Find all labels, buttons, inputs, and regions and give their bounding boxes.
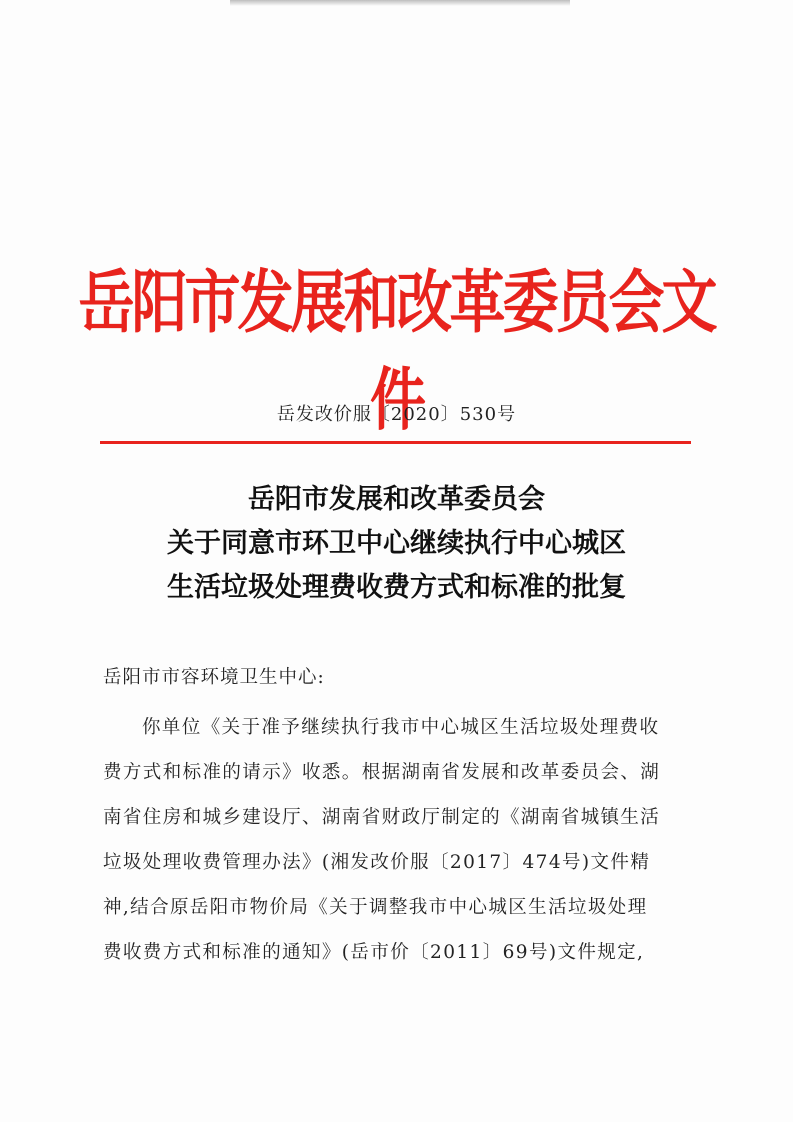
body-text-line: 南省住房和城乡建设厅、湖南省财政厅制定的《湖南省城镇生活: [103, 807, 661, 828]
red-divider-line: [100, 441, 691, 444]
title-line: 生活垃圾处理费收费方式和标准的批复: [167, 572, 626, 603]
body-text-line: 神,结合原岳阳市物价局《关于调整我市中心城区生活垃圾处理: [103, 897, 648, 918]
addressee: 岳阳市市容环境卫生中心:: [103, 667, 325, 688]
body-text-line: 费收费方式和标准的通知》(岳市价〔2011〕69号)文件规定,: [103, 942, 645, 963]
body-text-line: 你单位《关于准予继续执行我市中心城区生活垃圾处理费收: [142, 717, 660, 738]
body-text-line: 垃圾处理收费管理办法》(湘发改价服〔2017〕474号)文件精: [103, 852, 651, 873]
body-text-line: 费方式和标准的请示》收悉。根据湖南省发展和改革委员会、湖: [103, 762, 661, 783]
masthead-title: 岳阳市发展和改革委员会文件: [78, 263, 715, 441]
document-number: 岳发改价服〔2020〕530号: [276, 404, 517, 425]
document-title: [0, 478, 793, 610]
title-line: 岳阳市发展和改革委员会: [248, 484, 545, 515]
title-line: 关于同意市环卫中心继续执行中心城区: [167, 528, 626, 559]
scan-edge-shadow: [230, 0, 570, 6]
